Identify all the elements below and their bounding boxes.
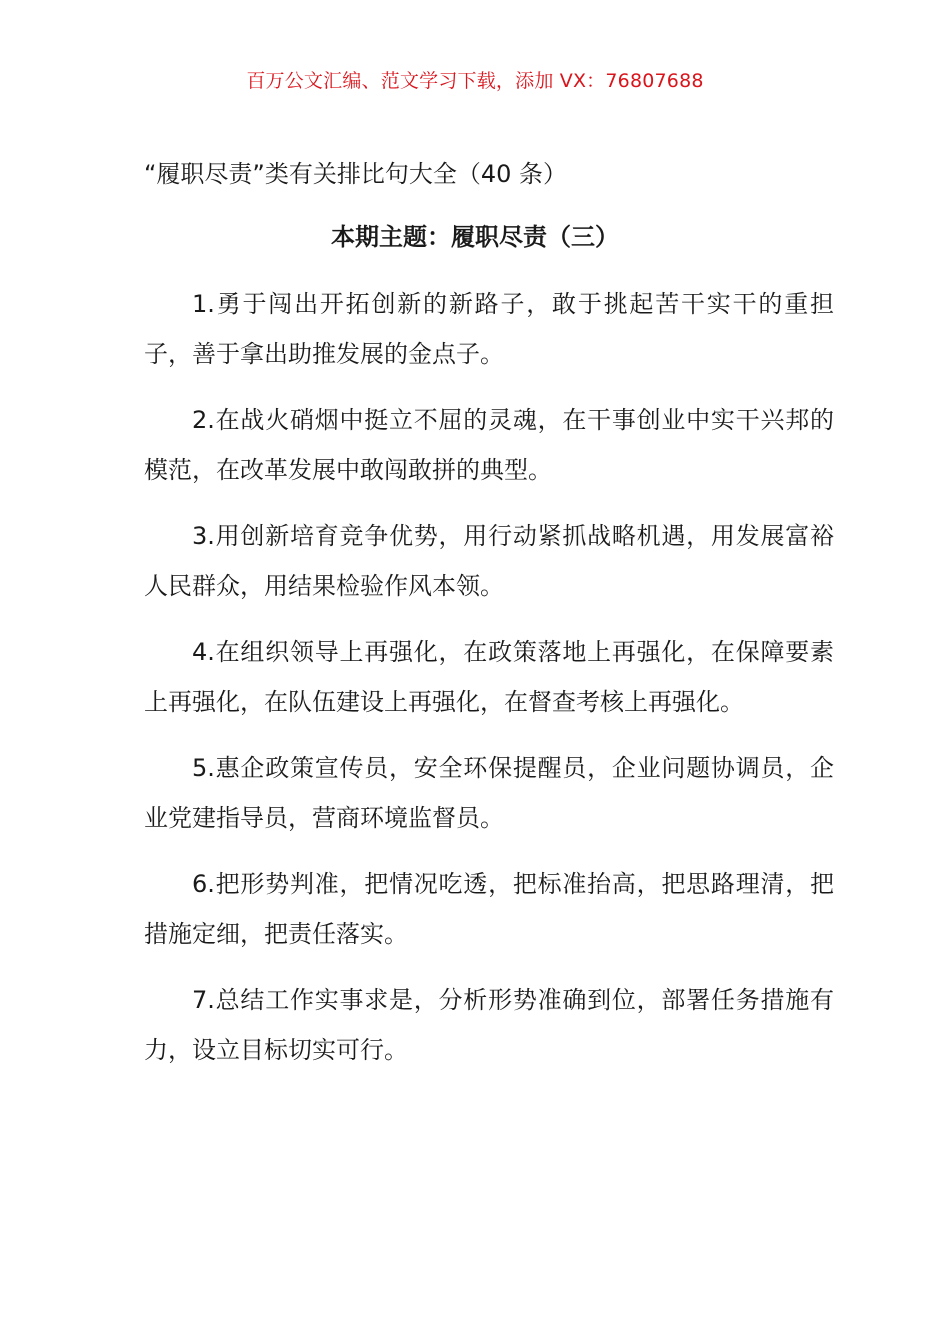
paragraph-item-4: 4.在组织领导上再强化，在政策落地上再强化，在保障要素上再强化，在队伍建设上再强化，在督查考核上再强化。 — [144, 638, 834, 716]
document-body — [144, 279, 834, 1091]
paragraph-item-2: 2.在战火硝烟中挺立不屈的灵魂，在干事创业中实干兴邦的模范，在改革发展中敢闯敢拼的典型。 — [144, 406, 834, 484]
document-subtitle: 本期主题：履职尽责（三） — [331, 223, 619, 251]
paragraph-item-3: 3.用创新培育竞争优势，用行动紧抓战略机遇，用发展富裕人民群众，用结果检验作风本领。 — [144, 522, 834, 600]
paragraph-item-1: 1.勇于闯出开拓创新的新路子，敢于挑起苦干实干的重担子，善于拿出助推发展的金点子。 — [144, 290, 834, 368]
document-title: “履职尽责”类有关排比句大全（40 条） — [144, 160, 568, 188]
paragraph-item-5: 5.惠企政策宣传员，安全环保提醒员，企业问题协调员，企业党建指导员，营商环境监督员。 — [144, 754, 834, 832]
paragraph-item-7: 7.总结工作实事求是，分析形势准确到位，部署任务措施有力，设立目标切实可行。 — [144, 986, 834, 1064]
paragraph-item-6: 6.把形势判准，把情况吃透，把标准抬高，把思路理清，把措施定细，把责任落实。 — [144, 870, 834, 948]
watermark-header: 百万公文汇编、范文学习下载，添加 VX：76807688 — [246, 70, 704, 92]
